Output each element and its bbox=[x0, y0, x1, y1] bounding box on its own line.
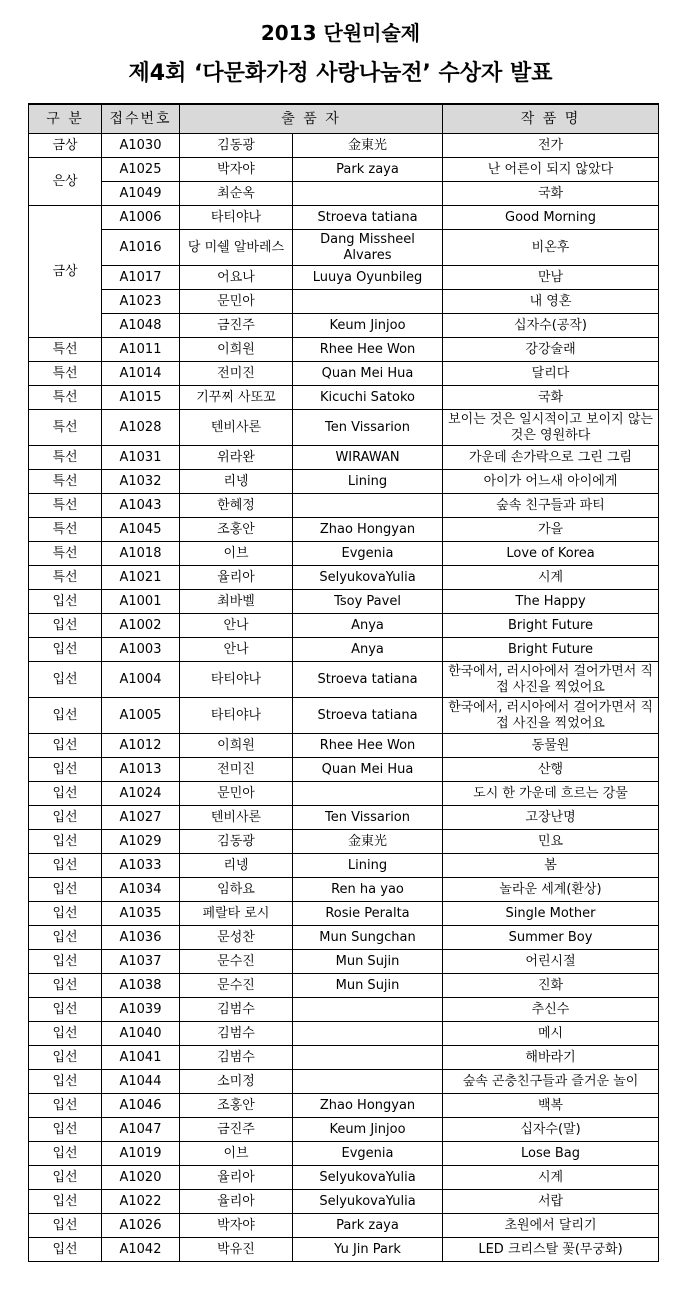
cell-work-title: 어린시절 bbox=[443, 950, 659, 974]
cell-number: A1002 bbox=[102, 614, 180, 638]
cell-number: A1015 bbox=[102, 386, 180, 410]
cell-artist-korean: 율리아 bbox=[180, 566, 293, 590]
cell-work-title: 봄 bbox=[443, 854, 659, 878]
cell-artist-english: SelyukovaYulia bbox=[293, 1190, 443, 1214]
cell-number: A1038 bbox=[102, 974, 180, 998]
cell-work-title: The Happy bbox=[443, 590, 659, 614]
cell-category: 특선 bbox=[29, 518, 102, 542]
cell-category: 입선 bbox=[29, 926, 102, 950]
cell-number: A1020 bbox=[102, 1166, 180, 1190]
cell-category: 특선 bbox=[29, 410, 102, 446]
cell-number: A1035 bbox=[102, 902, 180, 926]
cell-category: 입선 bbox=[29, 854, 102, 878]
cell-artist-korean: 문민아 bbox=[180, 782, 293, 806]
cell-artist-english: Lining bbox=[293, 854, 443, 878]
cell-artist-korean: 금진주 bbox=[180, 1118, 293, 1142]
table-row bbox=[29, 1166, 659, 1190]
cell-work-title: LED 크리스탈 꽃(무궁화) bbox=[443, 1238, 659, 1262]
table-row bbox=[29, 1046, 659, 1070]
cell-artist-english bbox=[293, 998, 443, 1022]
cell-category: 금상 bbox=[29, 206, 102, 338]
cell-artist-english: Yu Jin Park bbox=[293, 1238, 443, 1262]
cell-category: 입선 bbox=[29, 878, 102, 902]
table-row bbox=[29, 134, 659, 158]
cell-category: 입선 bbox=[29, 830, 102, 854]
cell-number: A1013 bbox=[102, 758, 180, 782]
table-row bbox=[29, 158, 659, 182]
cell-category: 입선 bbox=[29, 1022, 102, 1046]
cell-category: 특선 bbox=[29, 470, 102, 494]
cell-work-title: 서랍 bbox=[443, 1190, 659, 1214]
cell-work-title: 숲속 곤충친구들과 즐거운 놀이 bbox=[443, 1070, 659, 1094]
cell-artist-english: Anya bbox=[293, 614, 443, 638]
cell-artist-korean: 이희원 bbox=[180, 734, 293, 758]
cell-artist-english: Zhao Hongyan bbox=[293, 518, 443, 542]
cell-work-title: 고장난명 bbox=[443, 806, 659, 830]
cell-work-title: Single Mother bbox=[443, 902, 659, 926]
cell-work-title: 만남 bbox=[443, 266, 659, 290]
cell-artist-english: Anya bbox=[293, 638, 443, 662]
cell-category: 입선 bbox=[29, 1166, 102, 1190]
table-body bbox=[29, 134, 659, 1262]
table-row bbox=[29, 1094, 659, 1118]
cell-work-title: 민요 bbox=[443, 830, 659, 854]
cell-work-title: 한국에서, 러시아에서 걸어가면서 직접 사진을 찍었어요 bbox=[443, 698, 659, 734]
cell-artist-korean: 전미진 bbox=[180, 758, 293, 782]
table-row bbox=[29, 206, 659, 230]
table-row bbox=[29, 230, 659, 266]
table-row bbox=[29, 878, 659, 902]
cell-number: A1011 bbox=[102, 338, 180, 362]
cell-artist-korean: 박자야 bbox=[180, 158, 293, 182]
cell-artist-english: Mun Sujin bbox=[293, 974, 443, 998]
table-row bbox=[29, 806, 659, 830]
table-row bbox=[29, 734, 659, 758]
cell-artist-english: Mun Sujin bbox=[293, 950, 443, 974]
cell-artist-korean: 김동광 bbox=[180, 134, 293, 158]
cell-artist-english bbox=[293, 182, 443, 206]
cell-work-title: Lose Bag bbox=[443, 1142, 659, 1166]
cell-work-title: Good Morning bbox=[443, 206, 659, 230]
cell-work-title: 해바라기 bbox=[443, 1046, 659, 1070]
table-row bbox=[29, 1190, 659, 1214]
cell-artist-korean: 김범수 bbox=[180, 998, 293, 1022]
table-row bbox=[29, 998, 659, 1022]
cell-artist-english: WIRAWAN bbox=[293, 446, 443, 470]
cell-number: A1049 bbox=[102, 182, 180, 206]
cell-artist-korean: 안나 bbox=[180, 614, 293, 638]
cell-number: A1029 bbox=[102, 830, 180, 854]
table-row bbox=[29, 854, 659, 878]
cell-artist-english: Park zaya bbox=[293, 1214, 443, 1238]
cell-artist-english: SelyukovaYulia bbox=[293, 566, 443, 590]
cell-work-title: 메시 bbox=[443, 1022, 659, 1046]
table-row bbox=[29, 950, 659, 974]
cell-number: A1027 bbox=[102, 806, 180, 830]
cell-number: A1017 bbox=[102, 266, 180, 290]
cell-number: A1032 bbox=[102, 470, 180, 494]
table-row bbox=[29, 1070, 659, 1094]
cell-number: A1041 bbox=[102, 1046, 180, 1070]
cell-category: 입선 bbox=[29, 782, 102, 806]
cell-artist-korean: 타티야나 bbox=[180, 698, 293, 734]
cell-artist-english: Rhee Hee Won bbox=[293, 734, 443, 758]
cell-number: A1046 bbox=[102, 1094, 180, 1118]
cell-category: 특선 bbox=[29, 362, 102, 386]
cell-work-title: 진화 bbox=[443, 974, 659, 998]
cell-category: 특선 bbox=[29, 386, 102, 410]
cell-artist-english: Rhee Hee Won bbox=[293, 338, 443, 362]
cell-artist-english: Stroeva tatiana bbox=[293, 698, 443, 734]
cell-artist-korean: 이희원 bbox=[180, 338, 293, 362]
table-row bbox=[29, 1118, 659, 1142]
cell-category: 특선 bbox=[29, 338, 102, 362]
cell-work-title: 비온후 bbox=[443, 230, 659, 266]
cell-artist-korean: 타티야나 bbox=[180, 662, 293, 698]
cell-artist-english: Park zaya bbox=[293, 158, 443, 182]
table-row bbox=[29, 1142, 659, 1166]
cell-work-title: 초원에서 달리기 bbox=[443, 1214, 659, 1238]
table-row bbox=[29, 182, 659, 206]
cell-artist-korean: 임하요 bbox=[180, 878, 293, 902]
cell-artist-korean: 당 미쉘 알바레스 bbox=[180, 230, 293, 266]
cell-artist-korean: 위라완 bbox=[180, 446, 293, 470]
cell-number: A1040 bbox=[102, 1022, 180, 1046]
cell-artist-korean: 문수진 bbox=[180, 950, 293, 974]
cell-number: A1003 bbox=[102, 638, 180, 662]
cell-artist-korean: 이브 bbox=[180, 1142, 293, 1166]
cell-work-title: 아이가 어느새 아이에게 bbox=[443, 470, 659, 494]
cell-work-title: 내 영혼 bbox=[443, 290, 659, 314]
cell-artist-korean: 박자야 bbox=[180, 1214, 293, 1238]
cell-artist-korean: 소미정 bbox=[180, 1070, 293, 1094]
cell-artist-korean: 페랄타 로시 bbox=[180, 902, 293, 926]
cell-category: 입선 bbox=[29, 806, 102, 830]
cell-number: A1044 bbox=[102, 1070, 180, 1094]
table-row bbox=[29, 662, 659, 698]
cell-category: 은상 bbox=[29, 158, 102, 206]
cell-artist-korean: 조홍안 bbox=[180, 1094, 293, 1118]
cell-category: 입선 bbox=[29, 1046, 102, 1070]
cell-artist-korean: 금진주 bbox=[180, 314, 293, 338]
table-row bbox=[29, 386, 659, 410]
cell-number: A1036 bbox=[102, 926, 180, 950]
cell-artist-english: Stroeva tatiana bbox=[293, 662, 443, 698]
cell-artist-korean: 리넹 bbox=[180, 854, 293, 878]
cell-number: A1014 bbox=[102, 362, 180, 386]
cell-number: A1037 bbox=[102, 950, 180, 974]
cell-number: A1012 bbox=[102, 734, 180, 758]
cell-work-title: 전가 bbox=[443, 134, 659, 158]
cell-artist-english: 金東光 bbox=[293, 830, 443, 854]
header-category: 구 분 bbox=[29, 104, 102, 134]
cell-number: A1022 bbox=[102, 1190, 180, 1214]
cell-category: 금상 bbox=[29, 134, 102, 158]
cell-artist-english bbox=[293, 1046, 443, 1070]
cell-work-title: 한국에서, 러시아에서 걸어가면서 직접 사진을 찍었어요 bbox=[443, 662, 659, 698]
cell-category: 입선 bbox=[29, 590, 102, 614]
cell-artist-korean: 박유진 bbox=[180, 1238, 293, 1262]
cell-number: A1028 bbox=[102, 410, 180, 446]
cell-artist-english: Quan Mei Hua bbox=[293, 758, 443, 782]
cell-artist-english bbox=[293, 1070, 443, 1094]
cell-artist-korean: 김동광 bbox=[180, 830, 293, 854]
header-artist: 출 품 자 bbox=[180, 104, 443, 134]
table-header-row bbox=[29, 104, 659, 134]
table-row bbox=[29, 542, 659, 566]
cell-number: A1042 bbox=[102, 1238, 180, 1262]
cell-category: 특선 bbox=[29, 494, 102, 518]
cell-category: 특선 bbox=[29, 566, 102, 590]
cell-work-title: 동물원 bbox=[443, 734, 659, 758]
cell-number: A1026 bbox=[102, 1214, 180, 1238]
table-row bbox=[29, 590, 659, 614]
cell-work-title: 난 어른이 되지 않았다 bbox=[443, 158, 659, 182]
cell-artist-english: Quan Mei Hua bbox=[293, 362, 443, 386]
table-row bbox=[29, 362, 659, 386]
cell-artist-english: Kicuchi Satoko bbox=[293, 386, 443, 410]
cell-number: A1025 bbox=[102, 158, 180, 182]
cell-work-title: 가을 bbox=[443, 518, 659, 542]
cell-work-title: 강강술래 bbox=[443, 338, 659, 362]
cell-work-title: 십자수(말) bbox=[443, 1118, 659, 1142]
cell-work-title: 시계 bbox=[443, 566, 659, 590]
cell-work-title: 십자수(공작) bbox=[443, 314, 659, 338]
cell-artist-english: Mun Sungchan bbox=[293, 926, 443, 950]
cell-artist-korean: 조홍안 bbox=[180, 518, 293, 542]
cell-artist-english: Keum Jinjoo bbox=[293, 314, 443, 338]
cell-category: 입선 bbox=[29, 734, 102, 758]
cell-category: 입선 bbox=[29, 1142, 102, 1166]
cell-artist-english: Evgenia bbox=[293, 1142, 443, 1166]
cell-artist-korean: 한혜정 bbox=[180, 494, 293, 518]
cell-number: A1005 bbox=[102, 698, 180, 734]
table-row bbox=[29, 314, 659, 338]
cell-category: 특선 bbox=[29, 542, 102, 566]
table-row bbox=[29, 518, 659, 542]
table-row bbox=[29, 1214, 659, 1238]
cell-artist-korean: 최바벨 bbox=[180, 590, 293, 614]
cell-artist-korean: 율리아 bbox=[180, 1166, 293, 1190]
cell-artist-english: 金東光 bbox=[293, 134, 443, 158]
table-row bbox=[29, 290, 659, 314]
cell-number: A1004 bbox=[102, 662, 180, 698]
cell-work-title: 추신수 bbox=[443, 998, 659, 1022]
cell-category: 입선 bbox=[29, 1118, 102, 1142]
table-row bbox=[29, 974, 659, 998]
cell-artist-korean: 텐비사론 bbox=[180, 410, 293, 446]
table-row bbox=[29, 614, 659, 638]
table-row bbox=[29, 338, 659, 362]
table-row bbox=[29, 446, 659, 470]
cell-artist-korean: 타티야나 bbox=[180, 206, 293, 230]
cell-work-title: 백복 bbox=[443, 1094, 659, 1118]
cell-category: 입선 bbox=[29, 698, 102, 734]
cell-artist-english: Tsoy Pavel bbox=[293, 590, 443, 614]
cell-category: 입선 bbox=[29, 638, 102, 662]
cell-artist-english bbox=[293, 1022, 443, 1046]
cell-artist-english: SelyukovaYulia bbox=[293, 1166, 443, 1190]
header-number: 접수번호 bbox=[102, 104, 180, 134]
cell-work-title: 산행 bbox=[443, 758, 659, 782]
table-row bbox=[29, 266, 659, 290]
cell-work-title: Summer Boy bbox=[443, 926, 659, 950]
cell-category: 특선 bbox=[29, 446, 102, 470]
page-subtitle: 제4회 ‘다문화가정 사랑나눔전’ 수상자 발표 bbox=[128, 61, 553, 86]
table-row bbox=[29, 830, 659, 854]
cell-number: A1033 bbox=[102, 854, 180, 878]
cell-artist-korean: 전미진 bbox=[180, 362, 293, 386]
table-row bbox=[29, 782, 659, 806]
cell-category: 입선 bbox=[29, 758, 102, 782]
cell-number: A1006 bbox=[102, 206, 180, 230]
table-row bbox=[29, 638, 659, 662]
cell-artist-korean: 율리아 bbox=[180, 1190, 293, 1214]
cell-artist-korean: 최순옥 bbox=[180, 182, 293, 206]
cell-category: 입선 bbox=[29, 1070, 102, 1094]
cell-work-title: Bright Future bbox=[443, 638, 659, 662]
cell-number: A1024 bbox=[102, 782, 180, 806]
cell-work-title: Love of Korea bbox=[443, 542, 659, 566]
cell-artist-korean: 문민아 bbox=[180, 290, 293, 314]
cell-category: 입선 bbox=[29, 614, 102, 638]
cell-number: A1048 bbox=[102, 314, 180, 338]
table-row bbox=[29, 926, 659, 950]
cell-artist-english: Evgenia bbox=[293, 542, 443, 566]
cell-work-title: 보이는 것은 일시적이고 보이지 않는 것은 영원하다 bbox=[443, 410, 659, 446]
cell-artist-english: Lining bbox=[293, 470, 443, 494]
cell-number: A1030 bbox=[102, 134, 180, 158]
cell-work-title: 가운데 손가락으로 그린 그림 bbox=[443, 446, 659, 470]
cell-artist-english: Rosie Peralta bbox=[293, 902, 443, 926]
cell-artist-korean: 문성찬 bbox=[180, 926, 293, 950]
cell-artist-korean: 텐비사론 bbox=[180, 806, 293, 830]
cell-work-title: 숲속 친구들과 파티 bbox=[443, 494, 659, 518]
cell-work-title: 국화 bbox=[443, 182, 659, 206]
cell-category: 입선 bbox=[29, 1190, 102, 1214]
table-row bbox=[29, 758, 659, 782]
table-row bbox=[29, 470, 659, 494]
cell-work-title: Bright Future bbox=[443, 614, 659, 638]
table-row bbox=[29, 698, 659, 734]
cell-number: A1023 bbox=[102, 290, 180, 314]
cell-artist-english bbox=[293, 782, 443, 806]
cell-artist-english: Ten Vissarion bbox=[293, 410, 443, 446]
cell-number: A1043 bbox=[102, 494, 180, 518]
cell-number: A1034 bbox=[102, 878, 180, 902]
table-row bbox=[29, 902, 659, 926]
cell-artist-korean: 김범수 bbox=[180, 1022, 293, 1046]
cell-category: 입선 bbox=[29, 1214, 102, 1238]
cell-number: A1045 bbox=[102, 518, 180, 542]
cell-artist-english: Zhao Hongyan bbox=[293, 1094, 443, 1118]
cell-artist-english bbox=[293, 494, 443, 518]
cell-artist-english: Ren ha yao bbox=[293, 878, 443, 902]
cell-number: A1001 bbox=[102, 590, 180, 614]
cell-artist-english: Ten Vissarion bbox=[293, 806, 443, 830]
cell-artist-korean: 김범수 bbox=[180, 1046, 293, 1070]
table-row bbox=[29, 494, 659, 518]
cell-category: 입선 bbox=[29, 998, 102, 1022]
cell-category: 입선 bbox=[29, 950, 102, 974]
header-work: 작 품 명 bbox=[443, 104, 659, 134]
page-title: 2013 단원미술제 bbox=[260, 21, 421, 45]
cell-artist-english: Keum Jinjoo bbox=[293, 1118, 443, 1142]
cell-category: 입선 bbox=[29, 662, 102, 698]
awards-table bbox=[28, 103, 659, 1262]
table-row bbox=[29, 410, 659, 446]
table-row bbox=[29, 566, 659, 590]
cell-artist-korean: 문수진 bbox=[180, 974, 293, 998]
cell-work-title: 놀라운 세계(환상) bbox=[443, 878, 659, 902]
cell-artist-english: Stroeva tatiana bbox=[293, 206, 443, 230]
cell-artist-korean: 리넹 bbox=[180, 470, 293, 494]
cell-category: 입선 bbox=[29, 974, 102, 998]
cell-number: A1019 bbox=[102, 1142, 180, 1166]
cell-work-title: 달리다 bbox=[443, 362, 659, 386]
cell-number: A1047 bbox=[102, 1118, 180, 1142]
cell-work-title: 국화 bbox=[443, 386, 659, 410]
cell-number: A1039 bbox=[102, 998, 180, 1022]
cell-work-title: 도시 한 가운데 흐르는 강물 bbox=[443, 782, 659, 806]
table-row bbox=[29, 1022, 659, 1046]
cell-category: 입선 bbox=[29, 1238, 102, 1262]
cell-work-title: 시계 bbox=[443, 1166, 659, 1190]
table-row bbox=[29, 1238, 659, 1262]
cell-artist-korean: 어요나 bbox=[180, 266, 293, 290]
cell-artist-english: Luuya Oyunbileg bbox=[293, 266, 443, 290]
cell-number: A1016 bbox=[102, 230, 180, 266]
cell-artist-english: Dang Missheel Alvares bbox=[293, 230, 443, 266]
cell-artist-english bbox=[293, 290, 443, 314]
cell-artist-korean: 안나 bbox=[180, 638, 293, 662]
cell-category: 입선 bbox=[29, 902, 102, 926]
cell-artist-korean: 이브 bbox=[180, 542, 293, 566]
cell-number: A1021 bbox=[102, 566, 180, 590]
cell-number: A1018 bbox=[102, 542, 180, 566]
cell-category: 입선 bbox=[29, 1094, 102, 1118]
cell-number: A1031 bbox=[102, 446, 180, 470]
cell-artist-korean: 기꾸찌 사또꼬 bbox=[180, 386, 293, 410]
